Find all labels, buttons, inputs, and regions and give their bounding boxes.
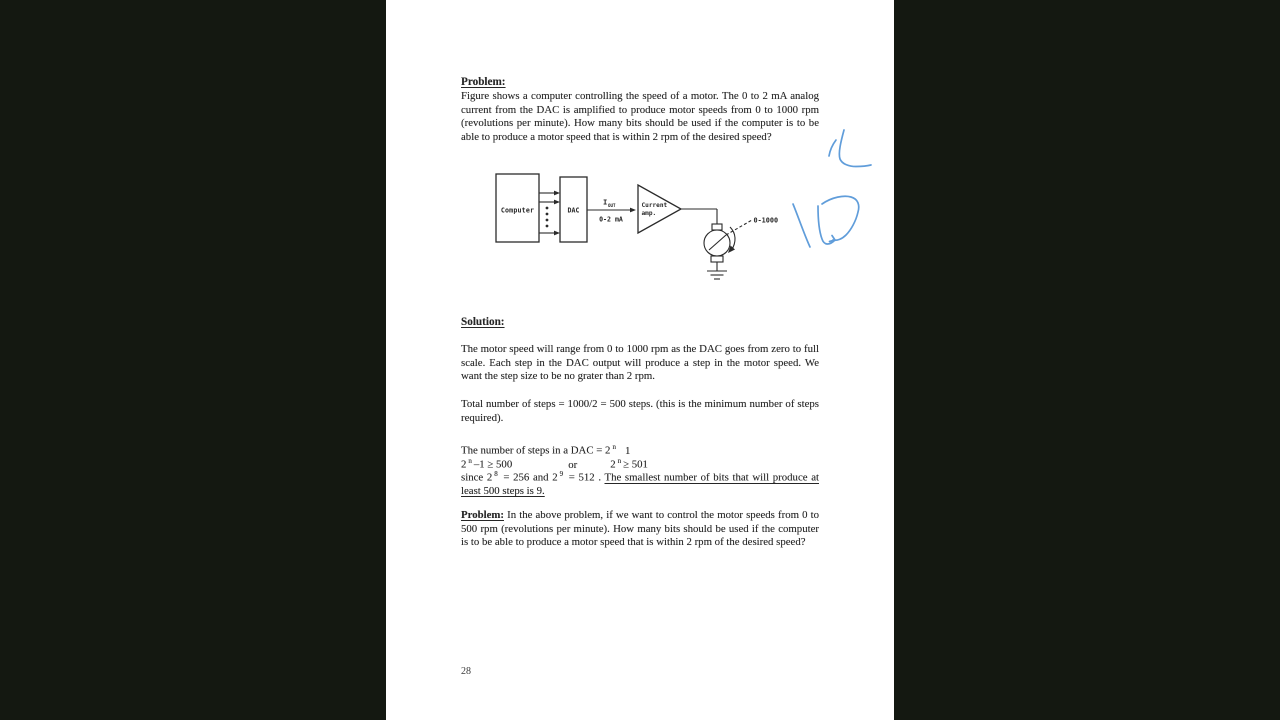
circuit-diagram xyxy=(486,165,786,300)
iout-label: I xyxy=(603,197,608,207)
eq1-tail: 1 xyxy=(624,444,631,457)
motor-top-terminal xyxy=(712,224,722,230)
exponent-9: 9 xyxy=(559,470,564,478)
solution-para2: Total number of steps = 1000/2 = 500 steps. (this is the minimum number of steps required). xyxy=(461,398,819,424)
solution-heading: Solution: xyxy=(461,316,505,328)
problem2-body: In the above problem, if we want to control the motor speeds from 0 to 500 rpm (revolutions per minute). How many bits should be used if the computer is to be able to produce a motor speed that is within 2 rpm of the desired speed? xyxy=(461,509,820,549)
document-page xyxy=(386,0,894,720)
eq2-right-term: 2 $^n$ ≥ 501 xyxy=(610,457,648,471)
exponent-8: 8 xyxy=(494,470,498,478)
problem1-heading: Problem: xyxy=(461,76,506,88)
problem1-body: Figure shows a computer controlling the speed of a motor. The 0 to 2 mA analog current from the DAC is amplified to produce motor speeds from 0 to 1000 rpm (revolutions per minute). How many bits should be used if the computer is to be able to produce a motor speed that is within 2 rpm of the desired speed? xyxy=(461,90,819,144)
dac-label: DAC xyxy=(567,206,580,215)
current-range-label: 0-2 mA xyxy=(599,215,623,224)
arrowheads xyxy=(554,191,636,236)
conclusion-text: since 2 xyxy=(461,471,493,484)
solution-conclusion: since 2 $^8$ = 256 and 2 $^9$ = 512 . The smallest number of bits that will produce at least 500 steps is 9. xyxy=(461,470,819,498)
eq2-or: or xyxy=(568,458,578,471)
motor-bottom-terminal xyxy=(711,256,723,262)
eq2-left-term: 2 $^n$ –1 ≥ 500 xyxy=(461,457,513,471)
eq1-text: The number of steps in a DAC = 2 xyxy=(461,444,611,457)
conclusion-underlined: The smallest number of bits that will produce at least 500 steps is 9. xyxy=(461,471,819,498)
solution-para1: The motor speed will range from 0 to 1000 rpm as the DAC goes from zero to full scale. Each step in the DAC output will produce a step in the motor speed. We want the step size to be no grater than 2 rpm. xyxy=(461,343,819,383)
ground-symbol xyxy=(707,271,727,279)
speed-range-label: 0-1000 xyxy=(753,216,779,225)
motor-shaft-line xyxy=(709,235,726,250)
amp-label-line1: Current xyxy=(641,202,668,209)
problem2-heading: Problem: xyxy=(461,509,504,521)
eq1-exponent: n xyxy=(612,443,616,451)
computer-label: Computer xyxy=(500,206,535,215)
page-number: 28 xyxy=(461,666,471,677)
amplifier-triangle xyxy=(638,185,681,233)
amp-label-line2: amp. xyxy=(641,210,657,217)
bus-dots xyxy=(546,207,549,228)
problem2-paragraph xyxy=(461,509,819,550)
iout-subscript: OUT xyxy=(608,203,616,208)
